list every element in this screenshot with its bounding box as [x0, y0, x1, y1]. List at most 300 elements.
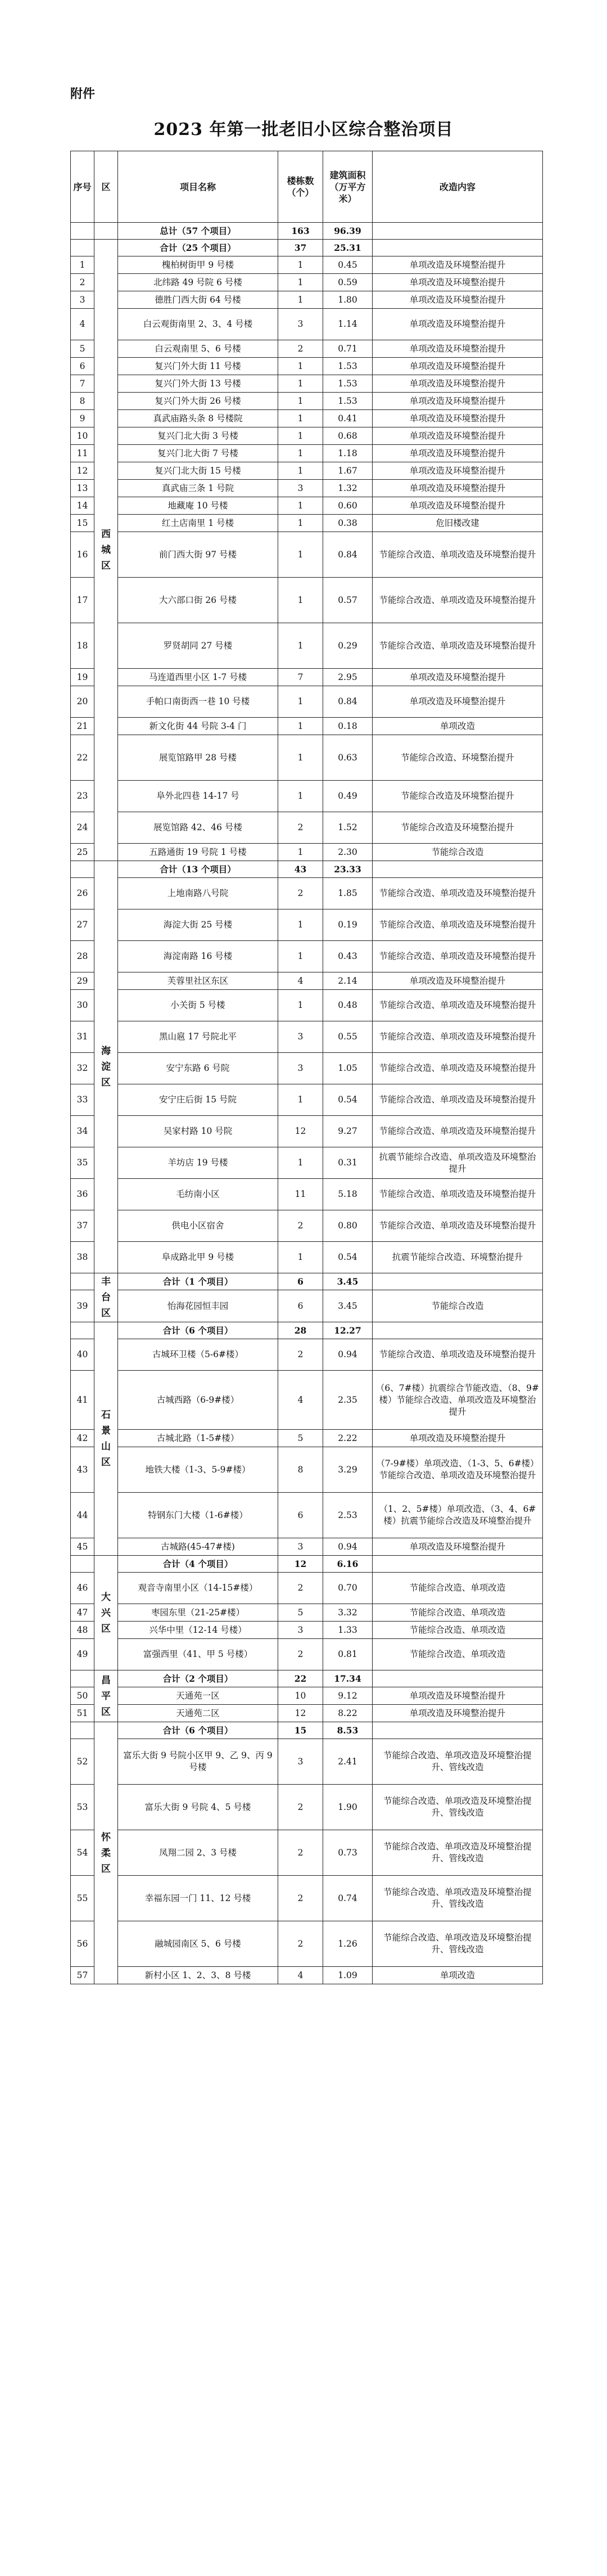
building-count: 8 [278, 1447, 323, 1493]
row-number: 16 [71, 532, 94, 578]
project-name: 马连道西里小区 1-7 号楼 [118, 669, 278, 686]
building-area: 0.41 [323, 410, 373, 427]
project-name: 五路通街 19 号院 1 号楼 [118, 844, 278, 861]
row-number: 2 [71, 274, 94, 291]
building-count: 2 [278, 1339, 323, 1371]
renovation-content: 单项改造及环境整治提升 [373, 1687, 543, 1705]
building-count: 3 [278, 480, 323, 497]
renovation-content: 节能综合改造、单项改造及环境整治提升 [373, 1084, 543, 1116]
row-number: 56 [71, 1921, 94, 1967]
summary-no-cell [71, 1322, 94, 1339]
row-number: 50 [71, 1687, 94, 1705]
table-row [71, 972, 543, 990]
project-name: 新文化街 44 号院 3-4 门 [118, 718, 278, 735]
building-count: 2 [278, 1921, 323, 1967]
building-count: 1 [278, 1242, 323, 1273]
total-area: 96.39 [323, 223, 373, 240]
building-count: 2 [278, 1830, 323, 1876]
table-row [71, 718, 543, 735]
summary-content-cell [373, 1273, 543, 1290]
project-name: 天通苑一区 [118, 1687, 278, 1705]
district-name: 怀柔区 [94, 1722, 118, 1984]
table-row [71, 1290, 543, 1322]
building-count: 3 [278, 1021, 323, 1053]
row-number: 26 [71, 878, 94, 909]
table-row [71, 1876, 543, 1921]
district-summary-row [71, 1556, 543, 1573]
renovation-content: 单项改造 [373, 1967, 543, 1984]
summary-area: 25.31 [323, 240, 373, 256]
table-row [71, 1921, 543, 1967]
building-area: 0.71 [323, 340, 373, 358]
summary-content-cell [373, 240, 543, 256]
project-name: 羊坊店 19 号楼 [118, 1147, 278, 1179]
project-name: 富强西里（41、甲 5 号楼） [118, 1639, 278, 1670]
summary-no-cell [71, 861, 94, 878]
renovation-content: 单项改造及环境整治提升 [373, 410, 543, 427]
table-row [71, 669, 543, 686]
table-row [71, 1687, 543, 1705]
summary-label: 合计（2 个项目） [118, 1670, 278, 1687]
document-title: 2023 年第一批老旧小区综合整治项目 [153, 120, 454, 139]
building-area: 0.57 [323, 578, 373, 623]
row-number: 36 [71, 1179, 94, 1210]
summary-buildings: 6 [278, 1273, 323, 1290]
summary-label: 合计（25 个项目） [118, 240, 278, 256]
building-area: 0.38 [323, 515, 373, 532]
renovation-content: 单项改造及环境整治提升 [373, 497, 543, 515]
renovation-content: 节能综合改造、单项改造及环境整治提升 [373, 1116, 543, 1147]
building-area: 2.95 [323, 669, 373, 686]
building-area: 1.85 [323, 878, 373, 909]
district-name: 西城区 [94, 240, 118, 861]
building-count: 4 [278, 972, 323, 990]
building-count: 2 [278, 340, 323, 358]
summary-no-cell [71, 1273, 94, 1290]
district-name: 丰台区 [94, 1273, 118, 1322]
table-row [71, 1084, 543, 1116]
table-row [71, 781, 543, 812]
header-project-name: 项目名称 [118, 151, 278, 223]
row-number: 22 [71, 735, 94, 781]
building-area: 0.31 [323, 1147, 373, 1179]
renovation-content: 节能综合改造、单项改造及环境整治提升 [373, 532, 543, 578]
table-row [71, 410, 543, 427]
renovation-content: 节能综合改造、单项改造 [373, 1604, 543, 1622]
project-name: 特钢东门大楼（1-6#楼） [118, 1493, 278, 1538]
renovation-content: 单项改造及环境整治提升 [373, 669, 543, 686]
row-number: 3 [71, 291, 94, 309]
table-row [71, 445, 543, 462]
renovation-content: 危旧楼改建 [373, 515, 543, 532]
table-row [71, 1830, 543, 1876]
project-name: 枣园东里（21-25#楼） [118, 1604, 278, 1622]
district-summary-row [71, 1722, 543, 1739]
renovation-content: 节能综合改造、单项改造及环境整治提升、管线改造 [373, 1830, 543, 1876]
renovation-content: 单项改造 [373, 718, 543, 735]
header-building-count: 楼栋数（个） [278, 151, 323, 223]
district-summary-row [71, 240, 543, 256]
table-row [71, 1785, 543, 1830]
summary-content-cell [373, 1722, 543, 1739]
row-number: 11 [71, 445, 94, 462]
building-count: 1 [278, 291, 323, 309]
building-area: 1.32 [323, 480, 373, 497]
row-number: 44 [71, 1493, 94, 1538]
summary-buildings: 28 [278, 1322, 323, 1339]
building-count: 1 [278, 462, 323, 480]
row-number: 52 [71, 1739, 94, 1785]
row-number: 45 [71, 1538, 94, 1556]
building-count: 1 [278, 532, 323, 578]
building-area: 0.59 [323, 274, 373, 291]
project-name: 大六部口街 26 号楼 [118, 578, 278, 623]
building-area: 2.41 [323, 1739, 373, 1785]
renovation-content: 单项改造及环境整治提升 [373, 274, 543, 291]
row-number: 43 [71, 1447, 94, 1493]
building-area: 1.05 [323, 1053, 373, 1084]
summary-no-cell [71, 1670, 94, 1687]
project-name: 凤翔二园 2、3 号楼 [118, 1830, 278, 1876]
building-area: 1.09 [323, 1967, 373, 1984]
summary-buildings: 37 [278, 240, 323, 256]
renovation-content: 节能综合改造、单项改造及环境整治提升 [373, 878, 543, 909]
row-number: 57 [71, 1967, 94, 1984]
building-count: 1 [278, 497, 323, 515]
row-number: 41 [71, 1371, 94, 1430]
project-name: 小关街 5 号楼 [118, 990, 278, 1021]
row-number: 4 [71, 309, 94, 340]
renovation-content: 节能综合改造、单项改造及环境整治提升 [373, 990, 543, 1021]
row-number: 37 [71, 1210, 94, 1242]
project-name: 复兴门外大街 11 号楼 [118, 358, 278, 375]
building-count: 1 [278, 844, 323, 861]
district-summary-row [71, 1670, 543, 1687]
table-row [71, 990, 543, 1021]
table-row [71, 1739, 543, 1785]
summary-area: 12.27 [323, 1322, 373, 1339]
row-number: 24 [71, 812, 94, 844]
renovation-content: 单项改造及环境整治提升 [373, 358, 543, 375]
table-row [71, 532, 543, 578]
table-row [71, 1179, 543, 1210]
project-name: 罗贤胡同 27 号楼 [118, 623, 278, 669]
building-area: 2.14 [323, 972, 373, 990]
row-number: 12 [71, 462, 94, 480]
table-row [71, 497, 543, 515]
row-number: 29 [71, 972, 94, 990]
renovation-content: 单项改造及环境整治提升 [373, 393, 543, 410]
building-count: 10 [278, 1687, 323, 1705]
total-buildings: 163 [278, 223, 323, 240]
table-body [71, 223, 543, 1984]
building-area: 0.45 [323, 256, 373, 274]
building-count: 3 [278, 1538, 323, 1556]
table-row [71, 686, 543, 718]
row-number: 33 [71, 1084, 94, 1116]
building-count: 1 [278, 578, 323, 623]
building-count: 2 [278, 812, 323, 844]
building-count: 1 [278, 393, 323, 410]
project-name: 富乐大街 9 号院 4、5 号楼 [118, 1785, 278, 1830]
summary-area: 6.16 [323, 1556, 373, 1573]
project-name: 白云观南里 5、6 号楼 [118, 340, 278, 358]
table-row [71, 274, 543, 291]
header-area: 建筑面积（万平方米） [323, 151, 373, 223]
row-number: 17 [71, 578, 94, 623]
project-name: 观音寺南里小区（14-15#楼） [118, 1573, 278, 1604]
building-area: 0.84 [323, 532, 373, 578]
project-name: 古城西路（6-9#楼） [118, 1371, 278, 1430]
renovation-content: 单项改造及环境整治提升 [373, 1430, 543, 1447]
row-number: 18 [71, 623, 94, 669]
row-number: 14 [71, 497, 94, 515]
building-count: 2 [278, 1210, 323, 1242]
project-name: 安宁庄后街 15 号院 [118, 1084, 278, 1116]
renovation-content: 单项改造及环境整治提升 [373, 375, 543, 393]
building-count: 1 [278, 909, 323, 941]
table-row [71, 309, 543, 340]
project-name: 黑山扈 17 号院北平 [118, 1021, 278, 1053]
project-name: 海淀南路 16 号楼 [118, 941, 278, 972]
table-row [71, 623, 543, 669]
building-area: 1.53 [323, 375, 373, 393]
building-area: 0.84 [323, 686, 373, 718]
table-header [71, 151, 543, 223]
project-name: 复兴门北大街 3 号楼 [118, 427, 278, 445]
project-name: 阜外北四巷 14-17 号 [118, 781, 278, 812]
renovation-content: （7-9#楼）单项改造、（1-3、5、6#楼）节能综合改造、单项改造及环境整治提升 [373, 1447, 543, 1493]
building-area: 0.54 [323, 1084, 373, 1116]
table-row [71, 1967, 543, 1984]
renovation-content: 节能综合改造、单项改造 [373, 1622, 543, 1639]
building-count: 1 [278, 718, 323, 735]
building-area: 0.18 [323, 718, 373, 735]
building-count: 1 [278, 427, 323, 445]
renovation-content: 节能综合改造、单项改造及环境整治提升 [373, 578, 543, 623]
project-name: 手帕口南街西一巷 10 号楼 [118, 686, 278, 718]
building-count: 1 [278, 781, 323, 812]
building-count: 1 [278, 1084, 323, 1116]
row-number: 7 [71, 375, 94, 393]
project-name: 真武庙路头条 8 号楼院 [118, 410, 278, 427]
table-row [71, 1430, 543, 1447]
summary-content-cell [373, 1556, 543, 1573]
renovation-content: （6、7#楼）抗震综合节能改造、（8、9#楼）节能综合改造、单项改造及环境整治提升 [373, 1371, 543, 1430]
project-name: 展览馆路 42、46 号楼 [118, 812, 278, 844]
district-summary-row [71, 1273, 543, 1290]
renovation-content: 节能综合改造、单项改造及环境整治提升 [373, 1053, 543, 1084]
renovation-content: 节能综合改造、单项改造及环境整治提升 [373, 1339, 543, 1371]
renovation-content: 节能综合改造、单项改造及环境整治提升 [373, 1179, 543, 1210]
building-count: 1 [278, 735, 323, 781]
row-number: 40 [71, 1339, 94, 1371]
table-row [71, 1493, 543, 1538]
project-name: 地铁大楼（1-3、5-9#楼） [118, 1447, 278, 1493]
project-name: 古城路(45-47#楼) [118, 1538, 278, 1556]
table-row [71, 358, 543, 375]
summary-label: 合计（6 个项目） [118, 1322, 278, 1339]
building-area: 0.80 [323, 1210, 373, 1242]
building-count: 2 [278, 1785, 323, 1830]
renovation-content: （1、2、5#楼）单项改造、（3、4、6#楼）抗震节能综合改造及环境整治提升 [373, 1493, 543, 1538]
table-row [71, 1242, 543, 1273]
row-number: 51 [71, 1705, 94, 1722]
renovation-content: 单项改造及环境整治提升 [373, 972, 543, 990]
building-count: 1 [278, 515, 323, 532]
summary-content-cell [373, 861, 543, 878]
table-row [71, 256, 543, 274]
project-name: 兴华中里（12-14 号楼） [118, 1622, 278, 1639]
building-area: 1.67 [323, 462, 373, 480]
table-row [71, 462, 543, 480]
project-name: 芙蓉里社区东区 [118, 972, 278, 990]
building-area: 1.18 [323, 445, 373, 462]
building-count: 2 [278, 1876, 323, 1921]
row-number: 27 [71, 909, 94, 941]
summary-area: 8.53 [323, 1722, 373, 1739]
renovation-content: 单项改造及环境整治提升 [373, 686, 543, 718]
building-count: 7 [278, 669, 323, 686]
renovation-content: 节能综合改造、单项改造及环境整治提升、管线改造 [373, 1739, 543, 1785]
project-name: 古城环卫楼（5-6#楼） [118, 1339, 278, 1371]
table-row [71, 1639, 543, 1670]
table-row [71, 1116, 543, 1147]
row-number: 54 [71, 1830, 94, 1876]
building-count: 1 [278, 623, 323, 669]
building-area: 2.22 [323, 1430, 373, 1447]
table-row [71, 1538, 543, 1556]
building-count: 5 [278, 1604, 323, 1622]
building-area: 0.68 [323, 427, 373, 445]
building-area: 0.81 [323, 1639, 373, 1670]
building-count: 1 [278, 358, 323, 375]
summary-area: 23.33 [323, 861, 373, 878]
row-number: 47 [71, 1604, 94, 1622]
project-name: 复兴门外大街 26 号楼 [118, 393, 278, 410]
project-name: 真武庙三条 1 号院 [118, 480, 278, 497]
building-area: 1.14 [323, 309, 373, 340]
renovation-content: 节能综合改造及环境整治提升 [373, 781, 543, 812]
building-count: 2 [278, 1639, 323, 1670]
renovation-content: 节能综合改造、单项改造及环境整治提升 [373, 1021, 543, 1053]
table-row [71, 844, 543, 861]
summary-label: 合计（1 个项目） [118, 1273, 278, 1290]
table-row [71, 578, 543, 623]
row-number: 21 [71, 718, 94, 735]
table-row [71, 1622, 543, 1639]
building-count: 1 [278, 1147, 323, 1179]
row-number: 39 [71, 1290, 94, 1322]
summary-label: 合计（6 个项目） [118, 1722, 278, 1739]
building-count: 1 [278, 410, 323, 427]
table-row [71, 941, 543, 972]
building-count: 1 [278, 990, 323, 1021]
table-row [71, 515, 543, 532]
attachment-label: 附件 [70, 87, 96, 101]
renovation-content: 抗震节能综合改造、单项改造及环境整治提升 [373, 1147, 543, 1179]
table-row [71, 878, 543, 909]
renovation-content: 节能综合改造、单项改造及环境整治提升、管线改造 [373, 1921, 543, 1967]
building-count: 2 [278, 1573, 323, 1604]
row-number: 10 [71, 427, 94, 445]
building-area: 0.60 [323, 497, 373, 515]
building-count: 1 [278, 274, 323, 291]
project-name: 天通苑二区 [118, 1705, 278, 1722]
row-number: 5 [71, 340, 94, 358]
summary-no-cell [71, 240, 94, 256]
project-name: 北纬路 49 号院 6 号楼 [118, 274, 278, 291]
row-number: 53 [71, 1785, 94, 1830]
renovation-content: 节能综合改造、单项改造及环境整治提升 [373, 941, 543, 972]
row-number: 49 [71, 1639, 94, 1670]
renovation-content: 单项改造及环境整治提升 [373, 340, 543, 358]
summary-buildings: 12 [278, 1556, 323, 1573]
building-area: 0.55 [323, 1021, 373, 1053]
renovation-content: 节能综合改造、环境整治提升 [373, 735, 543, 781]
total-district-cell [94, 223, 118, 240]
building-area: 0.94 [323, 1339, 373, 1371]
project-name: 幸福东园一门 11、12 号楼 [118, 1876, 278, 1921]
renovation-content: 抗震节能综合改造、环境整治提升 [373, 1242, 543, 1273]
building-area: 9.12 [323, 1687, 373, 1705]
renovation-content: 单项改造及环境整治提升 [373, 480, 543, 497]
project-name: 富乐大街 9 号院小区甲 9、乙 9、丙 9 号楼 [118, 1739, 278, 1785]
building-count: 4 [278, 1967, 323, 1984]
row-number: 15 [71, 515, 94, 532]
renovation-content: 节能综合改造、单项改造及环境整治提升 [373, 623, 543, 669]
building-count: 1 [278, 375, 323, 393]
renovation-content: 单项改造及环境整治提升 [373, 445, 543, 462]
summary-area: 17.34 [323, 1670, 373, 1687]
row-number: 32 [71, 1053, 94, 1084]
row-number: 1 [71, 256, 94, 274]
row-number: 31 [71, 1021, 94, 1053]
building-area: 0.73 [323, 1830, 373, 1876]
row-number: 42 [71, 1430, 94, 1447]
building-area: 1.26 [323, 1921, 373, 1967]
district-summary-row [71, 1322, 543, 1339]
building-count: 1 [278, 445, 323, 462]
row-number: 13 [71, 480, 94, 497]
total-content-cell [373, 223, 543, 240]
building-area: 8.22 [323, 1705, 373, 1722]
row-number: 35 [71, 1147, 94, 1179]
building-count: 3 [278, 1622, 323, 1639]
building-area: 0.54 [323, 1242, 373, 1273]
district-name: 大兴区 [94, 1556, 118, 1670]
building-count: 2 [278, 878, 323, 909]
table-row [71, 1021, 543, 1053]
row-number: 9 [71, 410, 94, 427]
project-name: 白云观街南里 2、3、4 号楼 [118, 309, 278, 340]
building-area: 1.53 [323, 393, 373, 410]
row-number: 23 [71, 781, 94, 812]
building-area: 0.94 [323, 1538, 373, 1556]
building-count: 11 [278, 1179, 323, 1210]
project-name: 海淀大街 25 号楼 [118, 909, 278, 941]
project-name: 安宁东路 6 号院 [118, 1053, 278, 1084]
building-area: 0.29 [323, 623, 373, 669]
total-label: 总计（57 个项目） [118, 223, 278, 240]
building-area: 3.29 [323, 1447, 373, 1493]
project-name: 吴家村路 10 号院 [118, 1116, 278, 1147]
project-name: 新村小区 1、2、3、8 号楼 [118, 1967, 278, 1984]
building-area: 0.43 [323, 941, 373, 972]
table-row [71, 291, 543, 309]
project-name: 毛纺南小区 [118, 1179, 278, 1210]
table-row [71, 1705, 543, 1722]
